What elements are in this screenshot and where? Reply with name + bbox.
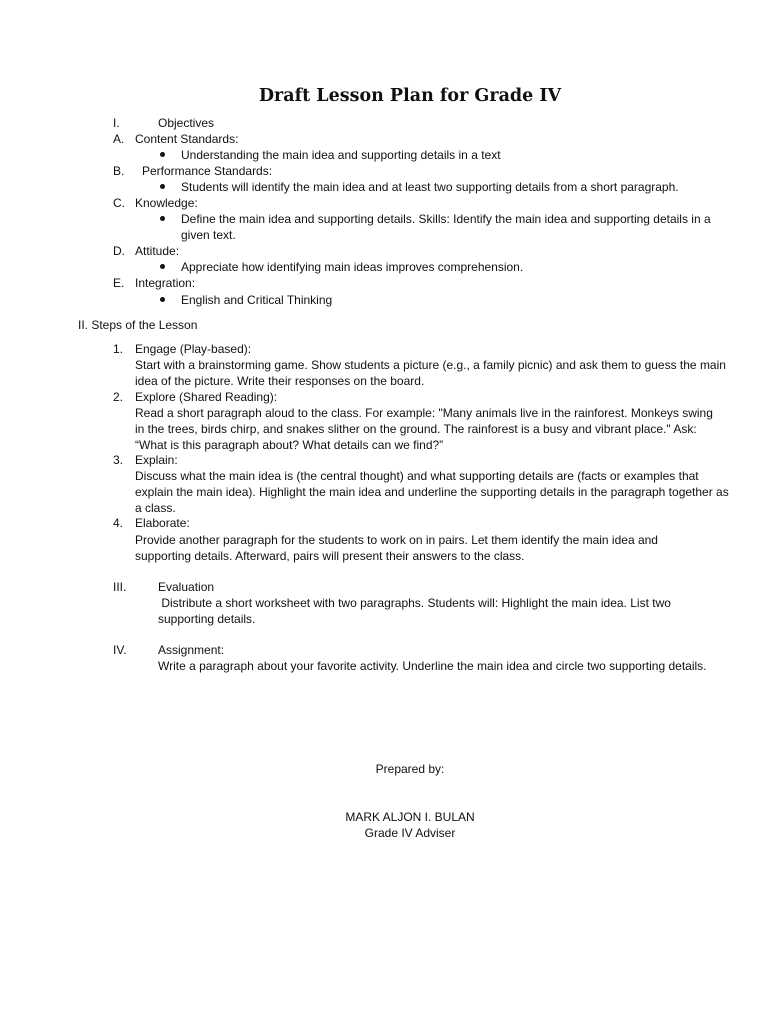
step-4-text: Provide another paragraph for the students to work on in pairs. Let them identify the main idea and supporting details. Afterward, pairs will present their answers to the class. xyxy=(135,533,658,563)
step-4-number: 4. xyxy=(113,516,124,530)
prepared-by-label: Prepared by: xyxy=(375,762,445,776)
item-b-letter: B. xyxy=(113,164,125,178)
step-2-number: 2. xyxy=(113,390,124,404)
section-1-numeral: I. xyxy=(113,116,120,130)
section-3-numeral: III. xyxy=(113,580,127,594)
step-2-text: Read a short paragraph aloud to the class. For example: "Many animals live in the rainforest. Monkeys swing in the trees, birds chirp, and snakes slither on the ground. The rainforest is a busy and vibrant place." Ask: “What is this paragraph about? What details can we find?” xyxy=(135,406,713,452)
item-e-label: Integration: xyxy=(135,276,196,290)
item-e-letter: E. xyxy=(113,276,125,290)
signatory-position: Grade IV Adviser xyxy=(364,826,456,840)
item-e-bullet: English and Critical Thinking xyxy=(181,293,333,307)
step-1-text: Start with a brainstorming game. Show students a picture (e.g., a family picnic) and ask them to guess the main idea of the picture. Write their responses on the board. xyxy=(135,358,726,388)
section-2-heading: II. Steps of the Lesson xyxy=(78,318,198,332)
item-d-letter: D. xyxy=(113,244,125,258)
section-1-heading: Objectives xyxy=(158,116,215,130)
section-3-text: Distribute a short worksheet with two paragraphs. Students will: Highlight the main idea. List two supporting details. xyxy=(158,596,675,626)
step-4-label: Elaborate: xyxy=(135,516,190,530)
document-title: Draft Lesson Plan for Grade IV xyxy=(258,86,562,106)
step-3-number: 3. xyxy=(113,453,124,467)
item-a-letter: A. xyxy=(113,132,125,146)
step-3-label: Explain: xyxy=(135,453,178,467)
section-4-heading: Assignment: xyxy=(158,643,225,657)
step-3-text: Discuss what the main idea is (the central thought) and what supporting details are (facts or examples that explain the main idea). Highlight the main idea and underline the supporting details in the paragraph together as a class. xyxy=(135,469,729,515)
step-2-label: Explore (Shared Reading): xyxy=(135,390,278,404)
step-1-label: Engage (Play-based): xyxy=(135,342,252,356)
section-4-numeral: IV. xyxy=(113,643,127,657)
item-d-bullet: Appreciate how identifying main ideas improves comprehension. xyxy=(181,260,524,274)
item-c-letter: C. xyxy=(113,196,125,210)
item-d-label: Attitude: xyxy=(135,244,180,258)
item-c-bullet: Define the main idea and supporting details. Skills: Identify the main idea and supporting details in a given text. xyxy=(181,211,726,243)
section-4-text: Write a paragraph about your favorite activity. Underline the main idea and circle two supporting details. xyxy=(158,659,707,673)
item-b-bullet: Students will identify the main idea and at least two supporting details from a short paragraph. xyxy=(181,180,679,194)
item-c-label: Knowledge: xyxy=(135,196,198,210)
section-3-heading: Evaluation xyxy=(158,580,215,594)
step-1-number: 1. xyxy=(113,342,124,356)
signatory-name: MARK ALJON I. BULAN xyxy=(345,810,475,824)
item-b-label: Performance Standards: xyxy=(142,164,273,178)
item-a-bullet: Understanding the main idea and supporting details in a text xyxy=(181,148,501,162)
item-a-label: Content Standards: xyxy=(135,132,239,146)
